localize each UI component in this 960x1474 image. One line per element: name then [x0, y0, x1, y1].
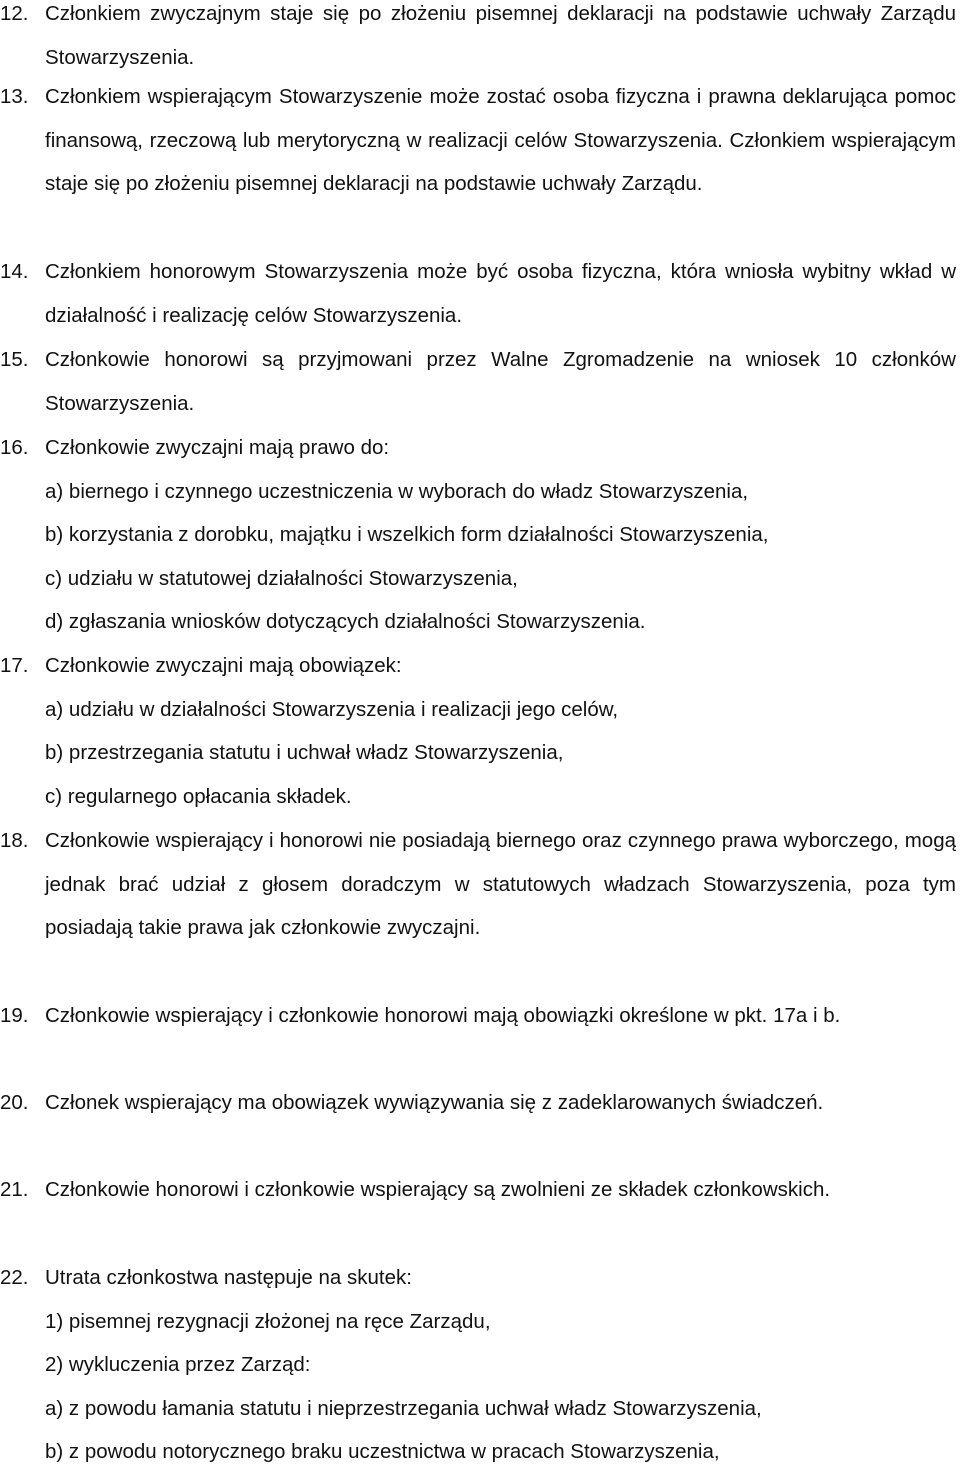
- item-12: [0, 0, 960, 79]
- item-body: [45, 819, 956, 950]
- sub-item: b) z powodu notorycznego braku uczestnictwa w pracach Stowarzyszenia,: [45, 1440, 720, 1464]
- item-14: [0, 250, 960, 337]
- sub-item: a) biernego i czynnego uczestniczenia w wyborach do władz Stowarzyszenia,: [45, 479, 749, 503]
- item-body: [45, 994, 956, 1038]
- sub-item: b) przestrzegania statutu i uchwał władz Stowarzyszenia,: [45, 741, 564, 765]
- item-body: [45, 644, 956, 818]
- item-body: [45, 0, 956, 79]
- sub-item: a) udziału w działalności Stowarzyszenia i realizacji jego celów,: [45, 697, 619, 721]
- item-number: 16.: [0, 436, 29, 459]
- item-body: [45, 1168, 956, 1212]
- item-text: Członkowie honorowi są przyjmowani przez Walne Zgromadzenie na wniosek 10 członków Stowarzyszenia.: [45, 348, 956, 415]
- sub-item: b) korzystania z dorobku, majątku i wszelkich form działalności Stowarzyszenia,: [45, 523, 769, 547]
- sub-item: 1) pisemnej rezygnacji złożonej na ręce Zarządu,: [45, 1309, 491, 1333]
- item-number: 15.: [0, 348, 29, 371]
- item-number: 14.: [0, 260, 29, 283]
- sub-item: c) udziału w statutowej działalności Stowarzyszenia,: [45, 566, 518, 590]
- item-number: 12.: [0, 2, 29, 25]
- sub-item: c) regularnego opłacania składek.: [45, 784, 352, 808]
- item-number: 20.: [0, 1091, 29, 1114]
- item-body: [45, 250, 956, 337]
- item-13: [0, 75, 960, 206]
- sub-item: 2) wykluczenia przez Zarząd:: [45, 1353, 311, 1377]
- item-22: [0, 1256, 960, 1474]
- item-15: [0, 338, 960, 425]
- item-text: Członkowie wspierający i członkowie honorowi mają obowiązki określone w pkt. 17a i b.: [45, 1004, 841, 1027]
- item-text: Członkowie zwyczajni mają prawo do:: [45, 436, 390, 459]
- item-number: 22.: [0, 1266, 29, 1289]
- item-body: [45, 426, 956, 644]
- item-text: Utrata członkostwa następuje na skutek:: [45, 1266, 412, 1289]
- item-18: [0, 819, 960, 950]
- item-number: 13.: [0, 85, 29, 108]
- item-17: [0, 644, 960, 818]
- item-text: Członkowie honorowi i członkowie wspierający są zwolnieni ze składek członkowskich.: [45, 1178, 831, 1201]
- item-16: [0, 426, 960, 644]
- item-text: Członkiem zwyczajnym staje się po złożeniu pisemnej deklaracji na podstawie uchwały Zarządu Stowarzyszenia.: [45, 2, 956, 69]
- sub-item: a) z powodu łamania statutu i nieprzestrzegania uchwał władz Stowarzyszenia,: [45, 1396, 762, 1420]
- item-19: [0, 994, 960, 1038]
- item-body: [45, 1081, 956, 1125]
- item-number: 21.: [0, 1178, 29, 1201]
- item-body: [45, 338, 956, 425]
- item-number: 19.: [0, 1004, 29, 1027]
- item-text: Członkiem wspierającym Stowarzyszenie może zostać osoba fizyczna i prawna deklarująca pomoc finansową, rzeczową lub merytoryczną w realizacji celów Stowarzyszenia. Członkiem wspierającym staje się po złożeniu pisemnej deklaracji na podstawie uchwały Zarządu.: [45, 85, 956, 196]
- item-number: 17.: [0, 654, 29, 677]
- item-21: [0, 1168, 960, 1212]
- item-body: [45, 1256, 956, 1474]
- item-number: 18.: [0, 829, 29, 852]
- item-text: Członek wspierający ma obowiązek wywiązywania się z zadeklarowanych świadczeń.: [45, 1091, 824, 1114]
- item-text: Członkowie wspierający i honorowi nie posiadają biernego oraz czynnego prawa wyborczego, mogą jednak brać udział z głosem doradczym w statutowych władzach Stowarzyszenia, poza tym posiadają takie prawa jak członkowie zwyczajni.: [45, 829, 956, 940]
- item-text: Członkiem honorowym Stowarzyszenia może być osoba fizyczna, która wniosła wybitny wkład w działalność i realizację celów Stowarzyszenia.: [45, 260, 956, 327]
- item-body: [45, 75, 956, 206]
- sub-item: d) zgłaszania wniosków dotyczących działalności Stowarzyszenia.: [45, 610, 646, 634]
- item-20: [0, 1081, 960, 1125]
- item-text: Członkowie zwyczajni mają obowiązek:: [45, 654, 402, 677]
